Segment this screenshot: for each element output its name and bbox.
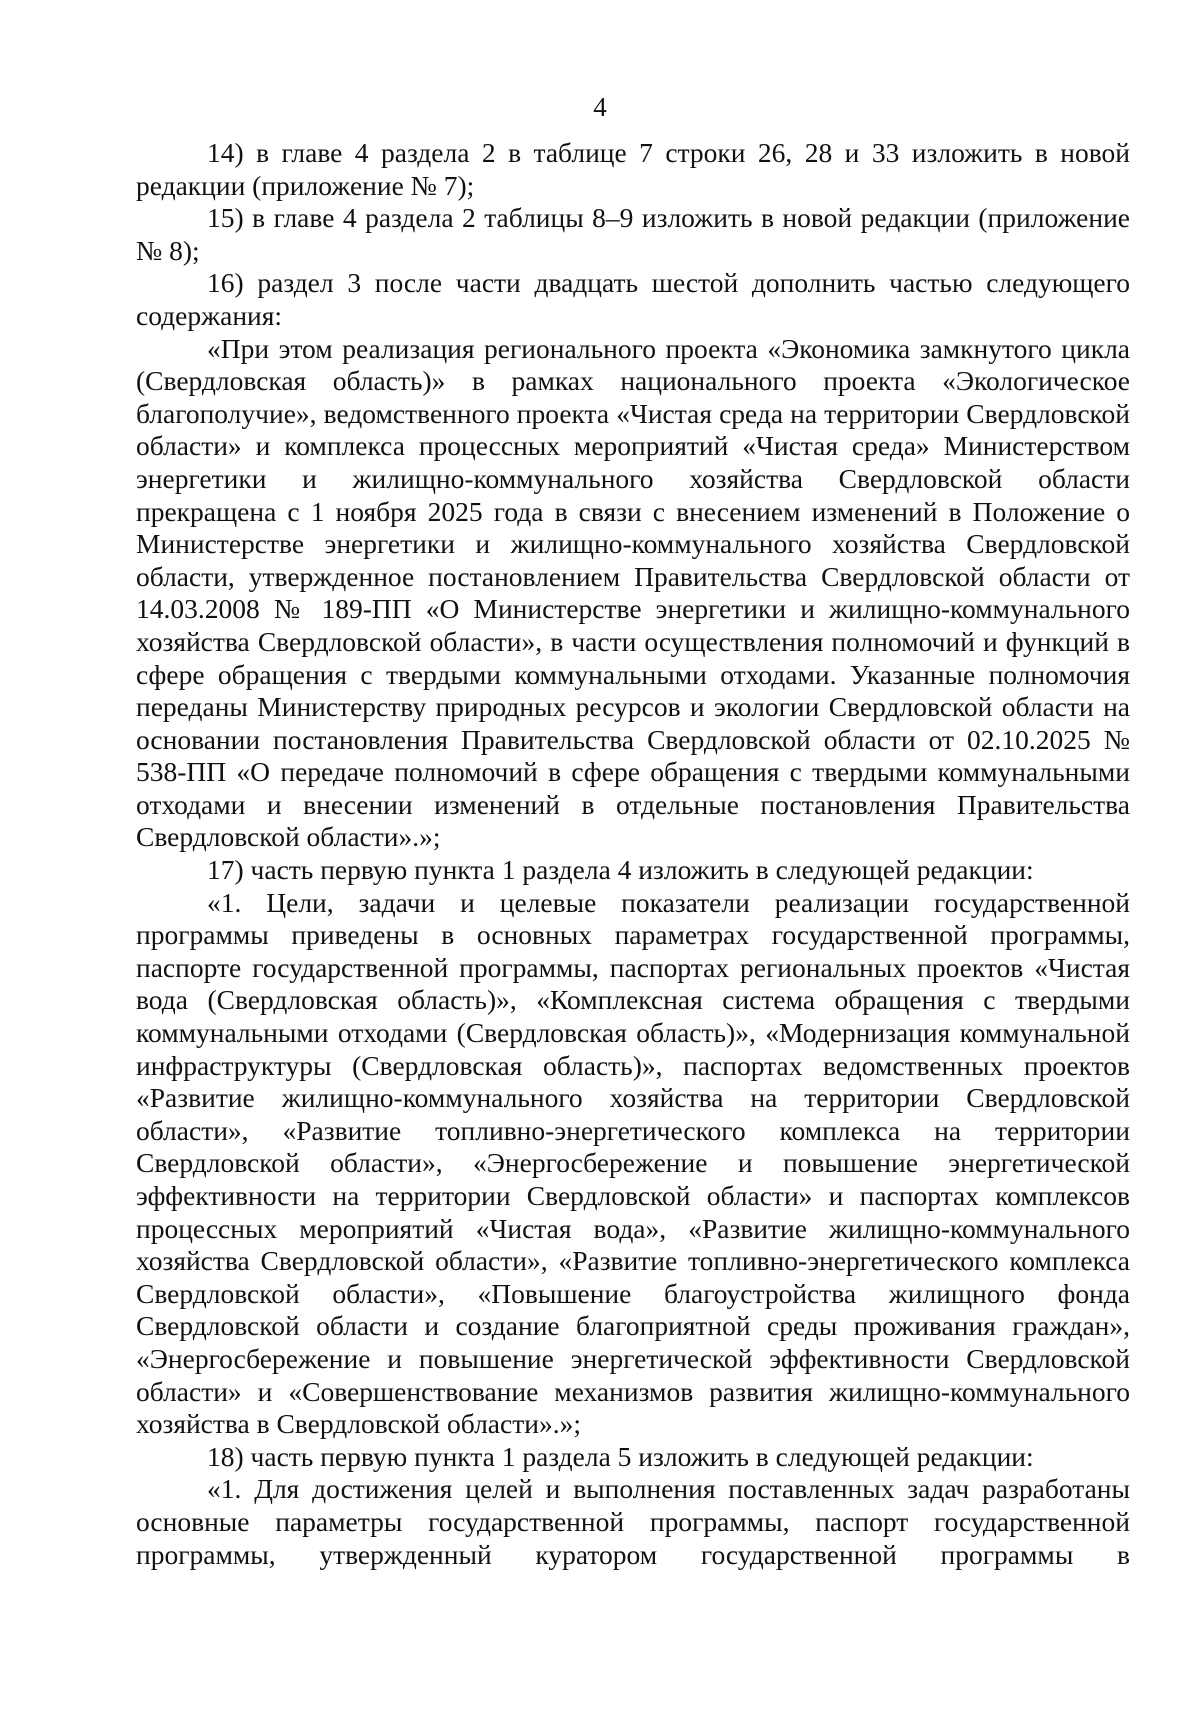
quoted-paragraph-section-3: «При этом реализация регионального проекта «Экономика замкнутого цикла (Свердловская область)» в рамках национального проекта «Экологическое благополучие», ведомственного проекта «Чистая среда на территории Свердловской области» и комплекса процессных мероприятий «Чистая среда» Министерством энергетики и жилищно-коммунального хозяйства Свердловской области прекращена с 1 ноября 2025 года в связи с внесением изменений в Положение о Министерстве энергетики и жилищно-коммунального хозяйства Свердловской области, утвержденное постановлением Правительства Свердловской области от 14.03.2008 № 189-ПП «О Министерстве энергетики и жилищно-коммунального хозяйства Свердловской области», в части осуществления полномочий и функций в сфере обращения с твердыми коммунальными отходами. Указанные полномочия переданы Министерству природных ресурсов и экологии Свердловской области на основании постановления Правительства Свердловской области от 02.10.2025 № 538-ПП «О передаче полномочий в сфере обращения с твердыми коммунальными отходами и внесении изменений в отдельные постановления Правительства Свердловской области».»; xyxy=(136,332,1130,853)
paragraph-item-16: 16) раздел 3 после части двадцать шестой дополнить частью следующего содержания: xyxy=(136,267,1130,331)
document-body xyxy=(136,137,1130,1571)
page-number: 4 xyxy=(593,92,607,122)
quoted-paragraph-section-5: «1. Для достижения целей и выполнения поставленных задач разработаны основные параметры государственной программы, паспорт государственной программы, утвержденный куратором государственной программы в xyxy=(136,1473,1130,1570)
paragraph-item-15: 15) в главе 4 раздела 2 таблицы 8–9 изложить в новой редакции (приложение № 8); xyxy=(136,202,1130,266)
quoted-paragraph-section-4: «1. Цели, задачи и целевые показатели реализации государственной программы приведены в основных параметрах государственной программы, паспорте государственной программы, паспортах региональных проектов «Чистая вода (Свердловская область)», «Комплексная система обращения с твердыми коммунальными отходами (Свердловская область)», «Модернизация коммунальной инфраструктуры (Свердловская область)», паспортах ведомственных проектов «Развитие жилищно-коммунального хозяйства на территории Свердловской области», «Развитие топливно-энергетического комплекса на территории Свердловской области», «Энергосбережение и повышение энергетической эффективности на территории Свердловской области» и паспортах комплексов процессных мероприятий «Чистая вода», «Развитие жилищно-коммунального хозяйства Свердловской области», «Развитие топливно-энергетического комплекса Свердловской области», «Повышение благоустройства жилищного фонда Свердловской области и создание благоприятной среды проживания граждан», «Энергосбережение и повышение энергетической эффективности Свердловской области» и «Совершенствование механизмов развития жилищно-коммунального хозяйства в Свердловской области».»; xyxy=(136,886,1130,1440)
paragraph-item-14: 14) в главе 4 раздела 2 в таблице 7 строки 26, 28 и 33 изложить в новой редакции (приложение № 7); xyxy=(136,137,1130,201)
paragraph-item-17: 17) часть первую пункта 1 раздела 4 изложить в следующей редакции: xyxy=(207,854,1034,886)
paragraph-item-18: 18) часть первую пункта 1 раздела 5 изложить в следующей редакции: xyxy=(207,1440,1034,1472)
